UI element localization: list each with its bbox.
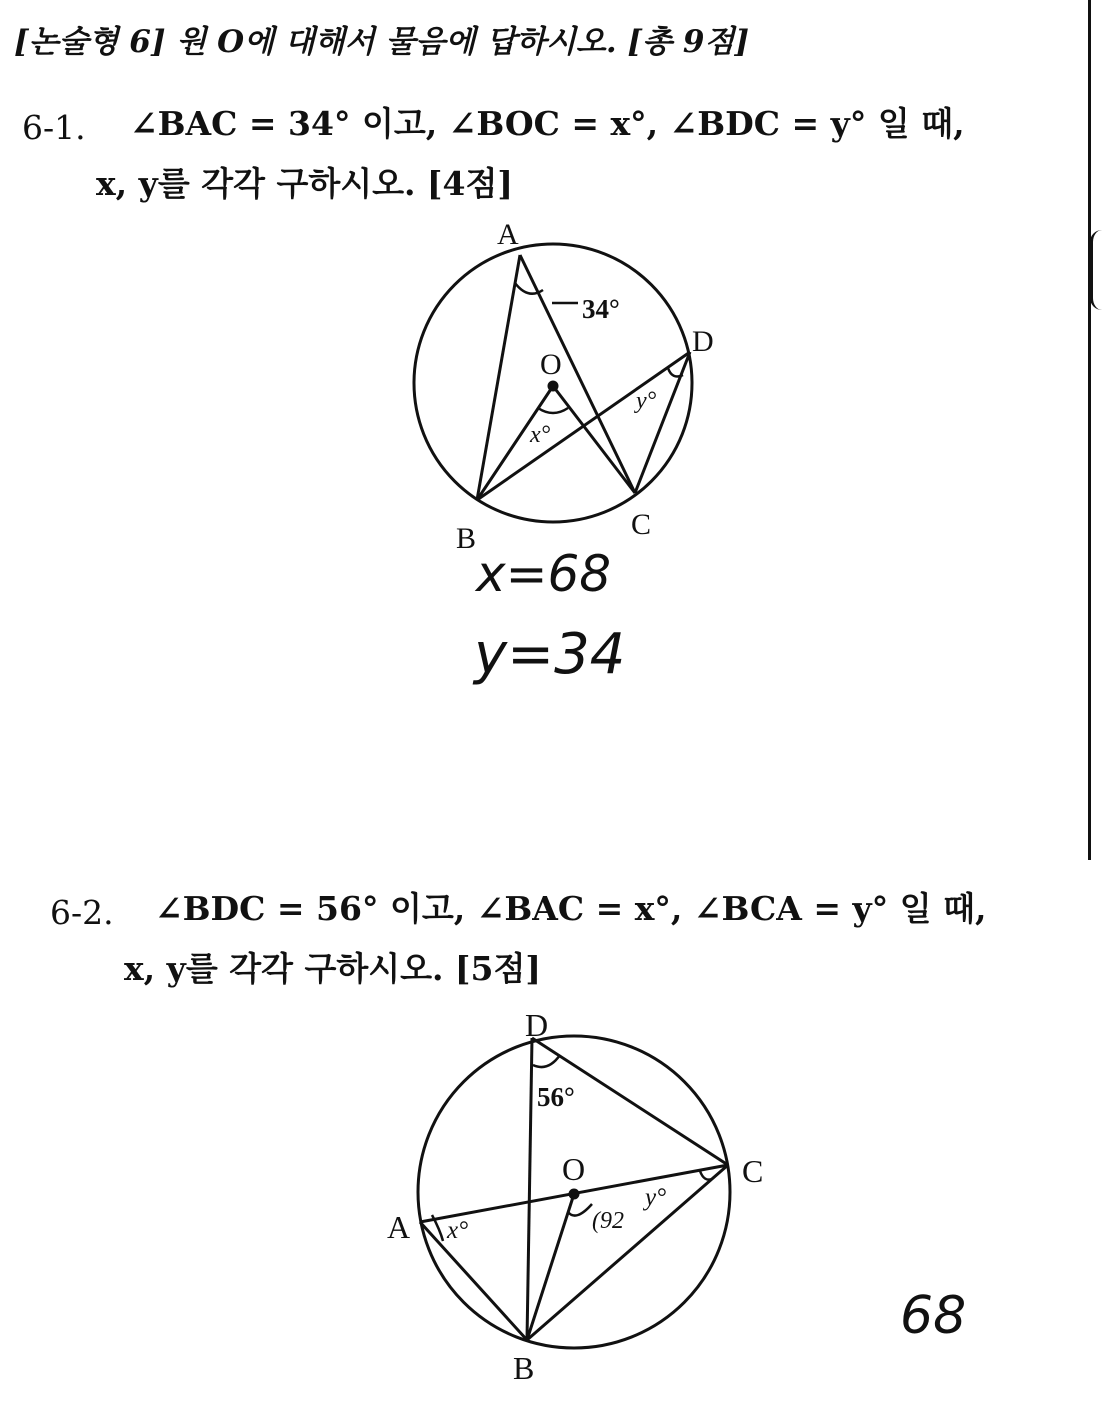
problem-2-number: 6-2. (50, 893, 114, 932)
chord-dc (635, 352, 690, 493)
label-a: A (387, 1209, 411, 1245)
chord-bc (527, 1165, 728, 1340)
angle-a-arc (515, 283, 543, 294)
chord-db (527, 1038, 532, 1340)
angle-x-label: x° (447, 1217, 469, 1244)
handwritten-answer-x: x=68 (476, 545, 612, 603)
handwritten-answer: 68 (900, 1286, 967, 1346)
center-o-dot (570, 1190, 578, 1198)
label-o: O (562, 1151, 586, 1187)
problem-1-figure (0, 200, 1102, 820)
angle-x-label: x° (530, 422, 551, 448)
label-c: C (742, 1153, 764, 1189)
label-d: D (692, 325, 714, 358)
chord-ab (420, 1222, 527, 1340)
problem-2-question: x, y를 각각 구하시오. [5점] (124, 949, 541, 988)
label-o: O (540, 348, 562, 381)
angle-d-arc (533, 1055, 560, 1067)
label-a: A (497, 218, 519, 251)
problem-1-statement: ∠BAC = 34° 이고, ∠BOC = x°, ∠BDC = y° 일 때, (130, 104, 965, 143)
label-c: C (631, 508, 652, 541)
chord-bd (477, 352, 690, 500)
chord-ab (477, 255, 520, 500)
problem-2-statement: ∠BDC = 56° 이고, ∠BAC = x°, ∠BCA = y° 일 때, (155, 889, 987, 928)
handwritten-note: (92 (592, 1208, 624, 1234)
angle-given-label: 34° (582, 294, 620, 324)
problem-1-number: 6-1. (22, 108, 86, 147)
angle-y-label: y° (636, 388, 657, 414)
handwritten-answer-y: y=34 (474, 622, 626, 687)
label-b: B (513, 1350, 535, 1386)
page-corner-mark (1090, 230, 1102, 310)
center-o-dot (549, 382, 557, 390)
angle-o-arc (538, 408, 568, 413)
angle-y-label: y° (645, 1184, 667, 1211)
page-edge-line (1088, 0, 1091, 860)
angle-given-label: 56° (537, 1082, 575, 1112)
section-heading: [논술형 6] 원 O에 대해서 물음에 답하시오. [총 9점] (14, 24, 750, 60)
label-d: D (525, 1007, 549, 1043)
problem-1-question: x, y를 각각 구하시오. [4점] (96, 164, 513, 203)
angle-c-arc (700, 1171, 712, 1180)
label-b: B (456, 522, 477, 555)
